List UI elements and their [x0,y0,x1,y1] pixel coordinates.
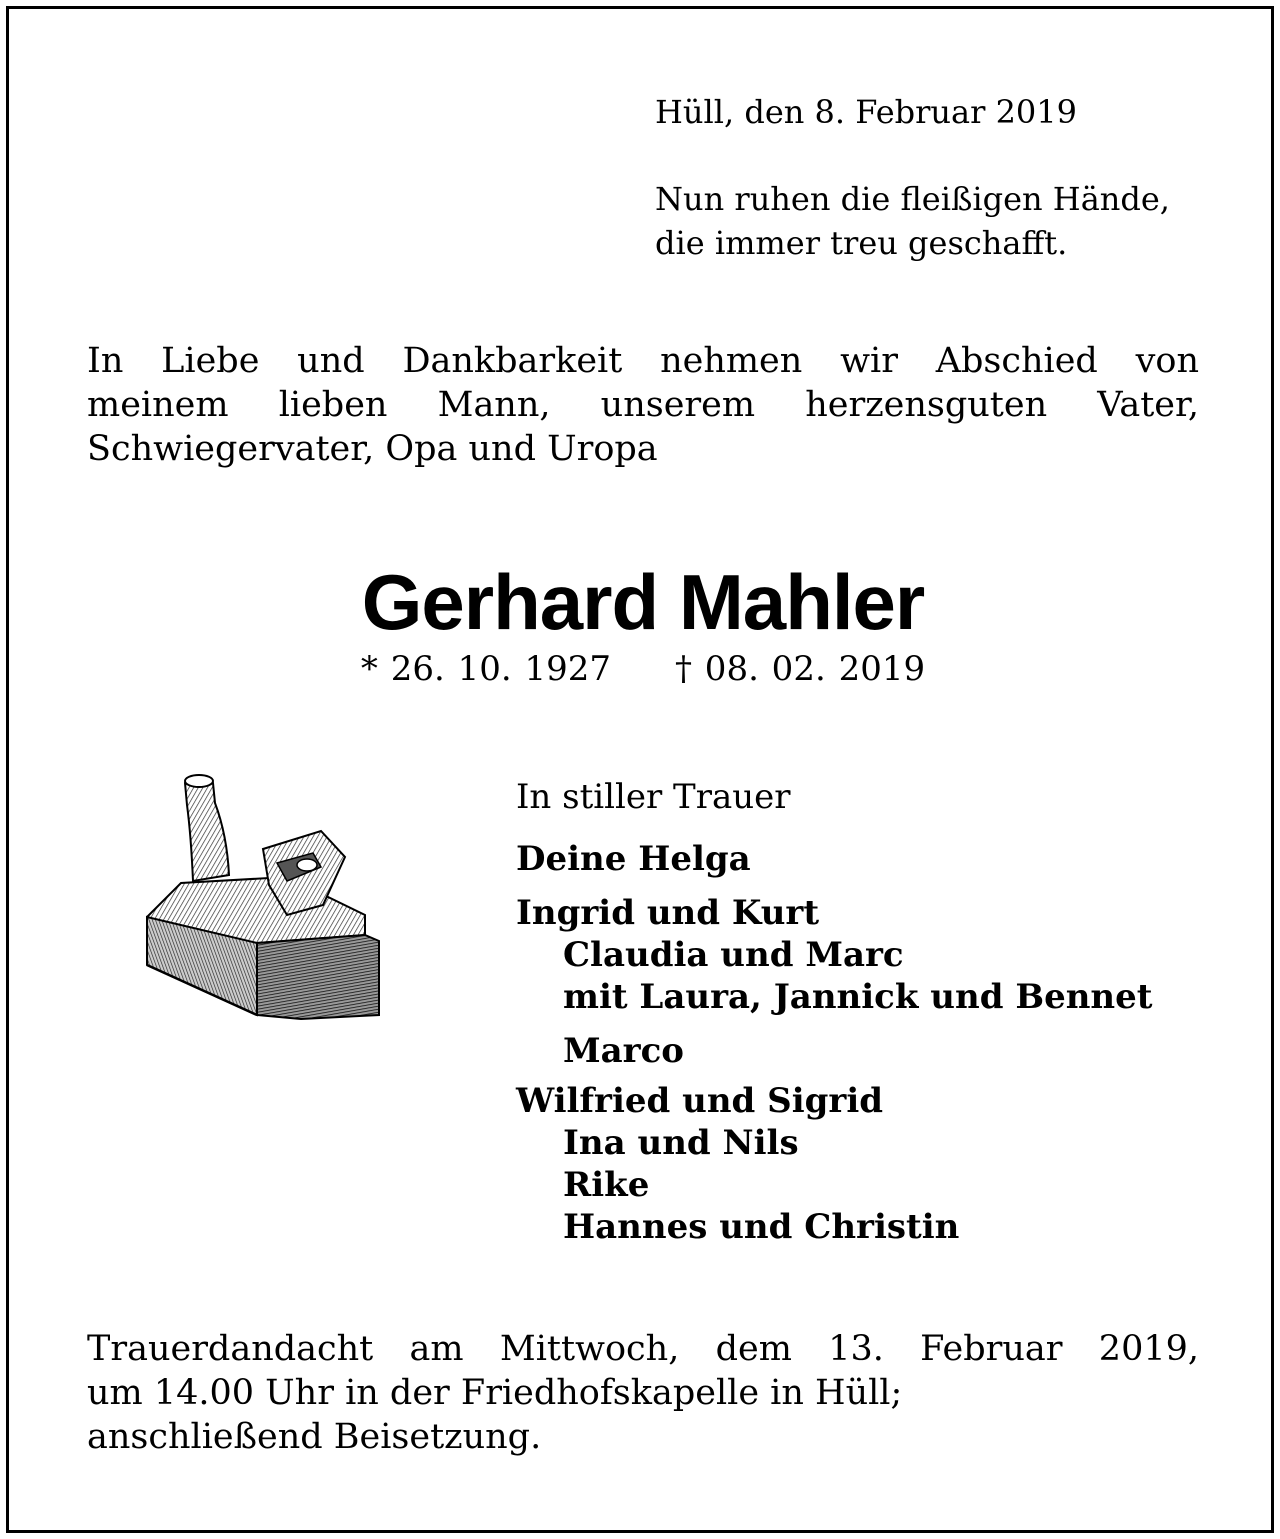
mourner-line: Marco [563,1031,684,1071]
mourner-line: Hannes und Christin [563,1207,960,1247]
birth-date: * 26. 10. 1927 [360,649,611,689]
service-line-1: Trauerdandacht am Mittwoch, dem 13. Februar 2019, [87,1329,1199,1369]
obituary-notice [6,6,1274,1533]
intro-line-1: In Liebe und Dankbarkeit nehmen wir Abschied von [87,341,1199,381]
service-line-3: anschließend Beisetzung. [87,1417,542,1457]
mourner-line: Rike [563,1165,650,1205]
mourner-line: Ina und Nils [563,1123,799,1163]
place-date: Hüll, den 8. Februar 2019 [655,93,1077,131]
motto-verse [655,177,1170,265]
motto-line-1: Nun ruhen die fleißigen Hände, [655,180,1170,218]
mourner-line: Claudia und Marc [563,935,904,975]
mourner-line: mit Laura, Jannick und Bennet [563,977,1153,1017]
mourner-line: Deine Helga [516,839,751,879]
motto-line-2: die immer treu geschafft. [655,224,1068,262]
intro-paragraph [87,339,1199,471]
mourners-lead: In stiller Trauer [516,777,791,817]
service-paragraph [87,1327,1199,1459]
mourner-line: Wilfried und Sigrid [516,1081,884,1121]
intro-line-2: meinem lieben Mann, unserem herzensguten Vater, [87,385,1199,425]
life-dates [9,649,1277,689]
deceased-name: Gerhard Mahler [361,558,925,646]
death-date: † 08. 02. 2019 [675,649,926,689]
service-line-2: um 14.00 Uhr in der Friedhofskapelle in Hüll; [87,1373,903,1413]
intro-line-3: Schwiegervater, Opa und Uropa [87,429,658,469]
hand-plane-icon [137,765,387,1025]
mourner-line: Ingrid und Kurt [516,893,820,933]
